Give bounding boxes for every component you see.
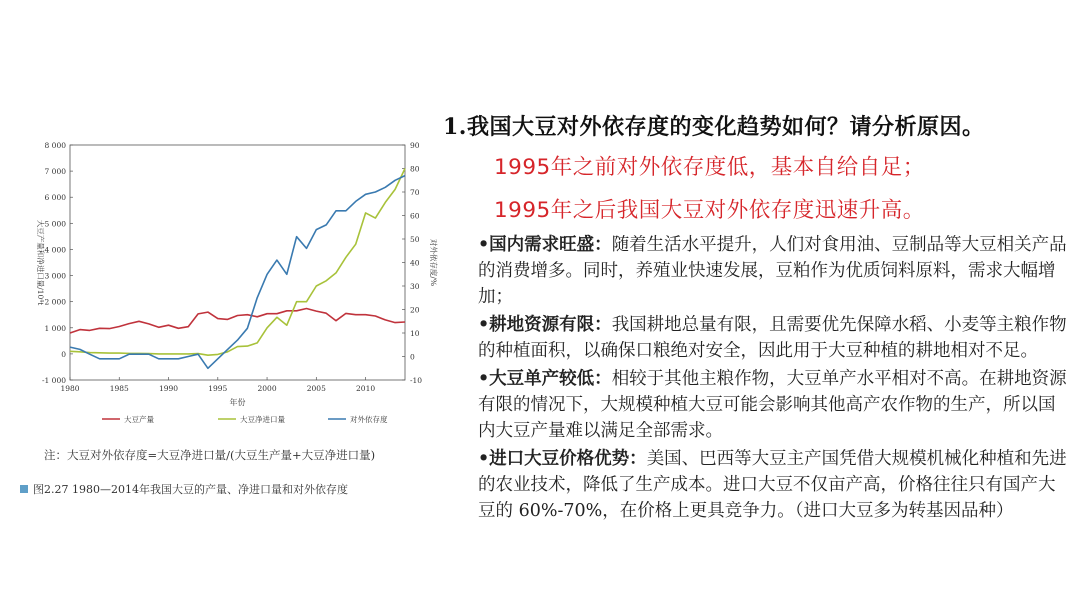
left-tick-label: 6 000	[44, 193, 66, 203]
x-tick-label: 2010	[356, 384, 376, 393]
right-tick-label: 70	[410, 188, 420, 197]
figure-caption	[20, 481, 348, 497]
reason-domestic-demand	[478, 232, 1068, 310]
reason-text: 随着生活水平提升，人们对食用油、豆制品等大豆相关产品的消费增多。同时，养殖业快速发展，豆粕作为优质饲料原料，需求大幅增加；	[478, 235, 1067, 307]
left-tick-label: -1 000	[41, 376, 66, 385]
right-tick-label: 20	[410, 305, 420, 315]
right-tick-label: 0	[410, 352, 415, 362]
legend-label: 大豆产量	[124, 415, 154, 424]
right-tick-label: 50	[410, 235, 420, 244]
left-tick-label: 2 000	[44, 297, 66, 307]
legend-label: 大豆净进口量	[240, 415, 285, 424]
series-line-1	[70, 309, 405, 334]
left-tick-label: 1 000	[44, 323, 66, 333]
reason-title: •耕地资源有限：	[478, 315, 612, 335]
question-title: 1.我国大豆对外依存度的变化趋势如何？请分析原因。	[443, 114, 985, 140]
reason-low-yield	[478, 366, 1068, 444]
right-tick-label: 80	[410, 164, 420, 174]
reason-text: 相较于其他主粮作物，大豆单产水平相对不高。在耕地资源有限的情况下，大规模种植大豆可能会影响其他高产农作物的生产，所以国内大豆产量难以满足全部需求。	[478, 369, 1067, 441]
reason-title: •进口大豆价格优势：	[478, 449, 647, 469]
left-tick-label: 8 000	[44, 141, 66, 150]
right-tick-label: 10	[410, 329, 420, 338]
right-tick-label: 90	[410, 141, 420, 150]
x-tick-label: 1985	[109, 384, 129, 393]
left-tick-label: 7 000	[44, 167, 66, 177]
soybean-chart	[30, 130, 450, 430]
left-axis-label: 大豆产量和净进口量/10⁴t	[36, 219, 45, 306]
reason-title: •国内需求旺盛：	[478, 235, 612, 255]
chart-note: 注：大豆对外依存度=大豆净进口量/(大豆生产量+大豆净进口量)	[44, 448, 376, 462]
right-tick-label: -10	[410, 376, 423, 385]
reason-text: 美国、巴西等大豆主产国凭借大规模机械化种植和先进的农业技术，降低了生产成本。进口大豆不仅亩产高，价格往往只有国产大豆的 60%-70%，在价格上更具竞争力。（进口大豆多为转基因品种）	[478, 449, 1067, 521]
x-tick-label: 1980	[60, 384, 80, 393]
x-tick-label: 2000	[257, 384, 277, 393]
series-line-3	[70, 176, 405, 369]
reasons-list	[478, 232, 1068, 526]
left-tick-label: 0	[61, 349, 66, 359]
right-tick-label: 40	[410, 258, 420, 268]
x-tick-label: 1990	[158, 384, 179, 393]
figure-caption-text: 图2.27 1980—2014年我国大豆的产量、净进口量和对外依存度	[33, 483, 348, 496]
answer-line-1: 1995年之前对外依存度低，基本自给自足；	[494, 155, 925, 180]
reason-title: •大豆单产较低：	[478, 369, 612, 389]
x-tick-label: 2005	[306, 384, 326, 393]
right-axis-label: 对外依存度/%	[429, 238, 438, 287]
left-tick-label: 4 000	[44, 245, 66, 255]
plot-frame	[70, 145, 405, 380]
answer-line-2: 1995年之后我国大豆对外依存度迅速升高。	[494, 198, 925, 223]
right-tick-label: 30	[410, 282, 420, 291]
x-tick-label: 1995	[208, 384, 228, 393]
reason-import-price	[478, 446, 1068, 524]
series-line-2	[70, 169, 405, 356]
right-tick-label: 60	[410, 211, 420, 221]
left-tick-label: 3 000	[44, 271, 66, 281]
legend-label: 对外依存度	[350, 415, 388, 424]
x-axis-label: 年份	[229, 398, 246, 407]
reason-limited-land	[478, 312, 1068, 364]
reason-text: 我国耕地总量有限，且需要优先保障水稻、小麦等主粮作物的种植面积，以确保口粮绝对安全，因此用于大豆种植的耕地相对不足。	[478, 315, 1067, 361]
caption-marker-icon	[20, 485, 28, 493]
left-tick-label: 5 000	[44, 219, 66, 229]
